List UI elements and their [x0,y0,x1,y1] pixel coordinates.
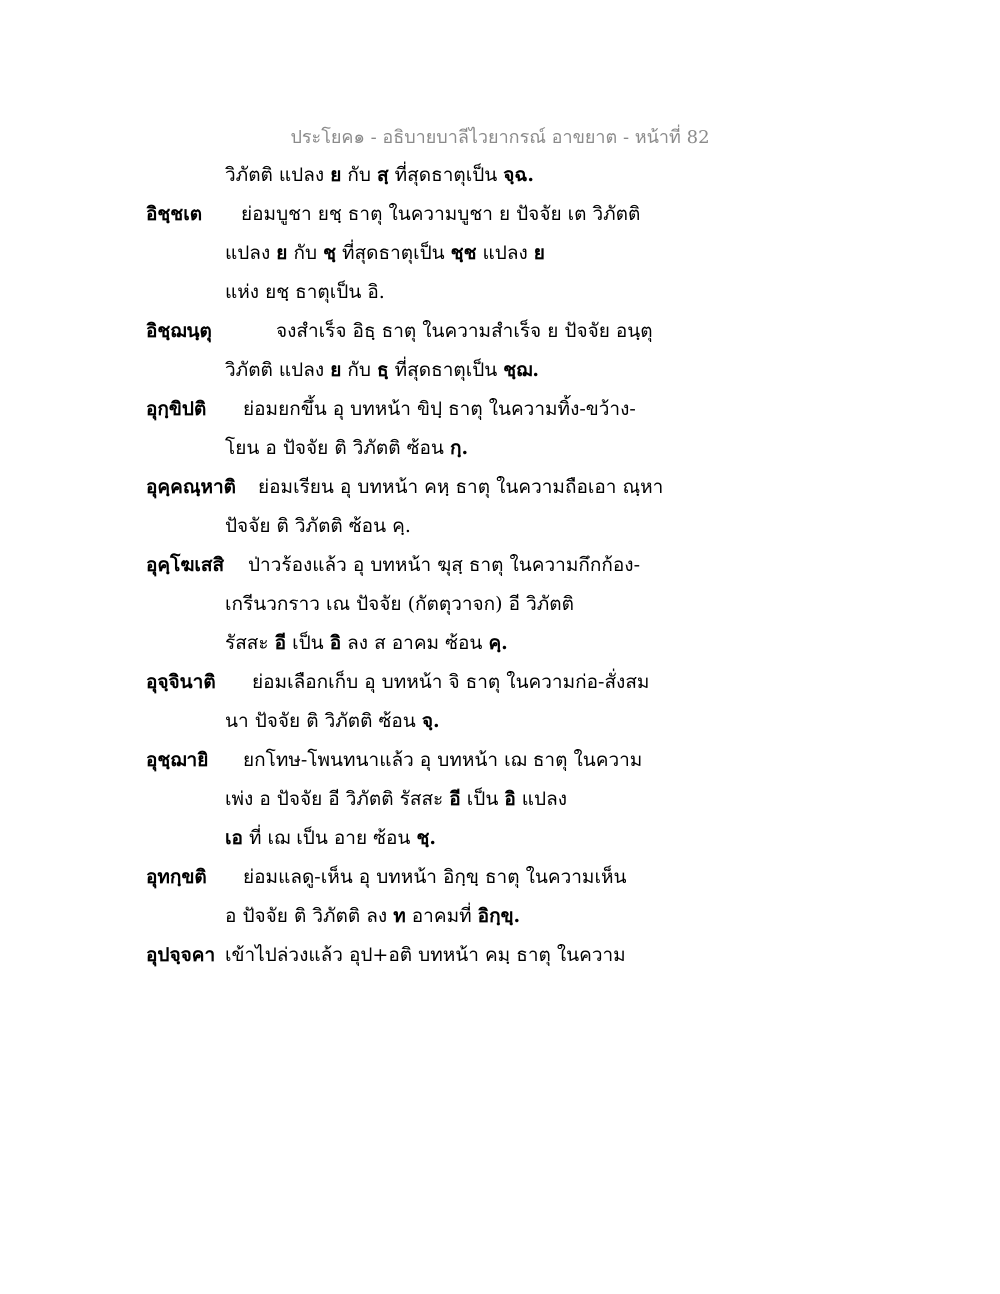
definition-text: ปัจจัย ติ วิภัตติ ซ้อน คฺ. [225,515,411,537]
entry-line [146,823,706,862]
definition-text: เป็น [460,788,505,810]
bold-term: ชฺช [450,242,477,264]
bold-term: ย [276,242,288,264]
definition-text: ย่อมบูชา ยชฺ ธาตุ ในความบูชา ย ปัจจัย เต วิภัตติ [241,203,641,225]
bold-term: ชฺฌ. [503,359,540,381]
page-header: ประโยค๑ - อธิบายบาลีไวยากรณ์ อาขยาต - หน้าที่ 82 [290,127,710,148]
bold-term: อี [274,632,287,654]
definition-text: เข้าไปล่วงแล้ว อุป+อติ บทหน้า คมฺ ธาตุ ในความ [225,944,626,966]
bold-term: เอ [225,827,243,849]
entry-line [146,277,706,316]
entry-headword: อุกฺขิปติ [146,398,207,420]
entry-line [146,862,706,901]
definition-text: ย่อมแลดู-เห็น อุ บทหน้า อิกฺขฺ ธาตุ ในความเห็น [243,866,627,888]
bold-term: ชฺ. [416,827,436,849]
entry-line [146,745,706,784]
bold-term: คฺ. [488,632,508,654]
definition-text: ที่สุดธาตุเป็น [335,242,451,264]
bold-term: อิ [504,788,516,810]
bold-term: จฺ. [421,710,440,732]
definition-text: เป็น [286,632,330,654]
bold-term: อิ [329,632,342,654]
entry-line [146,706,706,745]
definition-text: ป่าวร้องแล้ว อุ บทหน้า ฆุสฺ ธาตุ ในความกึกก้อง- [248,554,640,576]
bold-term: กฺ. [449,437,469,459]
definition-text: แห่ง ยชฺ ธาตุเป็น อิ. [225,281,385,303]
definition-text: เกรีนวกราว เณ ปัจจัย (กัตตุวาจก) อี วิภัตติ [225,593,574,615]
entry-headword: อุคฺโฆเสสิ [146,554,225,576]
dictionary-entry [146,940,706,979]
definition-text: กับ [287,242,324,264]
definition-text: ที่สุดธาตุเป็น [388,164,504,186]
dictionary-entries [146,160,706,979]
definition-text: กับ [341,359,377,381]
definition-text: ย่อมเลือกเก็บ อุ บทหน้า จิ ธาตุ ในความก่อ-สั่งสม [252,671,650,693]
dictionary-entry [146,199,706,316]
bold-term: ย [330,359,342,381]
definition-text: วิภัตติ แปลง [225,164,331,186]
entry-line [146,433,706,472]
bold-term: ย [330,164,342,186]
entry-line [146,667,706,706]
definition-text: แปลง [476,242,534,264]
definition-text: เพ่ง อ ปัจจัย อี วิภัตติ รัสสะ [225,788,450,810]
entry-headword: อุชฺฌายิ [146,749,209,771]
dictionary-entry [146,316,706,394]
definition-text: ยกโทษ-โพนทนาแล้ว อุ บทหน้า เฌ ธาตุ ในความ [243,749,643,771]
bold-term: อิกฺขฺ. [477,905,521,927]
definition-text: ที่ เฌ เป็น อาย ซ้อน [242,827,417,849]
entry-headword: อิชฺชเต [146,203,203,225]
definition-text: ลง ส อาคม ซ้อน [341,632,489,654]
dictionary-entry [146,550,706,667]
entry-line [146,940,706,979]
bold-term: ชฺ [323,242,336,264]
definition-text: ย่อมเรียน อุ บทหน้า คหฺ ธาตุ ในความถือเอา ณฺหา [258,476,664,498]
entry-headword: อุคฺคณฺหาติ [146,476,236,498]
definition-text: ที่สุดธาตุเป็น [388,359,504,381]
entry-line [146,550,706,589]
entry-line [146,199,706,238]
entry-line [146,160,706,199]
entry-line [146,394,706,433]
entry-line [146,901,706,940]
entry-line [146,355,706,394]
bold-term: สฺ [376,164,389,186]
entry-line [146,784,706,823]
entry-headword: อุจฺจินาติ [146,671,216,693]
definition-text: โยน อ ปัจจัย ติ วิภัตติ ซ้อน [225,437,450,459]
bold-term: ธฺ [376,359,389,381]
definition-text: ย่อมยกขึ้น อุ บทหน้า ขิปฺ ธาตุ ในความทิ้ง-ขว้าง- [243,398,636,420]
bold-term: อี [449,788,461,810]
dictionary-entry [146,394,706,472]
definition-text: กับ [341,164,377,186]
definition-text: นา ปัจจัย ติ วิภัตติ ซ้อน [225,710,422,732]
dictionary-entry [146,667,706,745]
bold-term: ท [393,905,406,927]
entry-line [146,589,706,628]
definition-text: อ ปัจจัย ติ วิภัตติ ลง [225,905,394,927]
definition-text: แปลง [515,788,568,810]
definition-text: อาคมที่ [405,905,478,927]
entry-line [146,511,706,550]
entry-line [146,316,706,355]
definition-text: รัสสะ [225,632,275,654]
dictionary-entry [146,160,706,199]
definition-text: วิภัตติ แปลง [225,359,331,381]
entry-line [146,628,706,667]
dictionary-entry [146,472,706,550]
entry-headword: อิชฺฌนฺตุ [146,320,212,342]
entry-headword: อุทกฺขติ [146,866,207,888]
definition-text: จงสำเร็จ อิธฺ ธาตุ ในความสำเร็จ ย ปัจจัย อนฺตุ [276,320,653,342]
definition-text: แปลง [225,242,277,264]
entry-line [146,238,706,277]
dictionary-entry [146,745,706,862]
bold-term: ย [533,242,545,264]
dictionary-entry [146,862,706,940]
entry-headword: อุปจฺจคา [146,944,216,966]
bold-term: จฺฉ. [503,164,534,186]
